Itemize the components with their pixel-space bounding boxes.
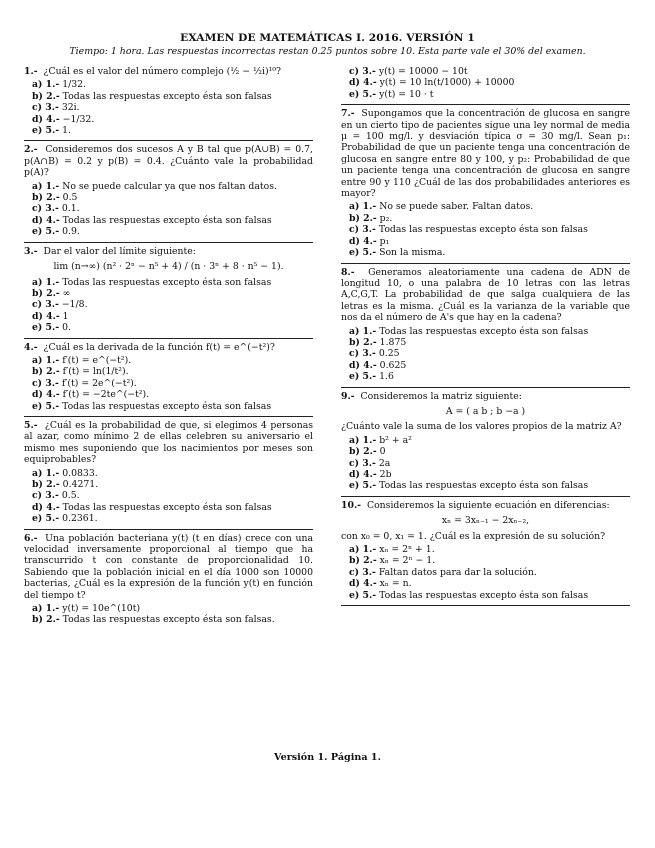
option-label: a) 1.- [32, 354, 60, 366]
option-text: 2a [378, 457, 391, 469]
answer-option [24, 614, 313, 625]
question-6 [341, 64, 630, 105]
answer-option [341, 77, 630, 88]
option-text: Todas las respuestas excepto ésta son falsas [379, 325, 589, 337]
question-statement [341, 391, 630, 402]
answer-option [341, 201, 630, 212]
option-text: 0.0833. [62, 467, 98, 479]
option-label: c) 3.- [349, 566, 376, 578]
option-text: b² + a² [379, 434, 412, 446]
option-label: e) 5.- [32, 322, 60, 334]
option-text: 32i. [61, 102, 80, 114]
question-number: 7.- [341, 108, 355, 120]
question-3 [24, 243, 313, 339]
option-label: e) 5.- [32, 226, 60, 238]
option-label: a) 1.- [32, 79, 60, 91]
option-text: Todas las respuestas excepto ésta son falsas [378, 224, 588, 236]
option-label: d) 4.- [349, 77, 377, 89]
option-label: b) 2.- [349, 336, 377, 348]
question-formula: lim (n→∞) (n² · 2ⁿ − n⁵ + 4) / (n · 3ⁿ + 8 · n⁵ − 1). [53, 261, 284, 273]
answer-option [341, 360, 630, 371]
answer-option [24, 366, 313, 377]
option-text: 1.875 [379, 336, 407, 348]
option-text: y(t) = 10 ln(t/1000) + 10000 [379, 77, 515, 89]
question-formula: xₙ = 3xₙ₋₁ − 2xₙ₋₂, [441, 515, 530, 527]
option-text: 1. [62, 125, 71, 137]
option-label: b) 2.- [32, 287, 60, 299]
option-label: e) 5.- [349, 88, 377, 100]
option-label: a) 1.- [32, 276, 60, 288]
question-statement-continued: ¿Cuánto vale la suma de los valores propios de la matriz A? [341, 421, 622, 433]
option-label: d) 4.- [349, 578, 377, 590]
option-label: c) 3.- [32, 203, 59, 215]
question-statement [24, 246, 313, 257]
answer-option [24, 181, 313, 192]
answer-option [24, 401, 313, 412]
option-label: c) 3.- [32, 377, 59, 389]
question-statement [341, 108, 630, 199]
answer-option [341, 435, 630, 446]
option-text: Todas las respuestas excepto ésta son falsas [62, 501, 272, 513]
question-statement-continued: con x₀ = 0, x₁ = 1. ¿Cuál es la expresión de su solución? [341, 530, 606, 542]
option-label: b) 2.- [32, 614, 60, 626]
option-text: Faltan datos para dar la solución. [378, 566, 537, 578]
option-text: f′(t) = ln(1/t²). [62, 366, 129, 378]
question-7 [341, 105, 630, 263]
question-number: 4.- [24, 341, 38, 353]
question-number: 2.- [24, 144, 38, 156]
question-number: 6.- [24, 532, 38, 544]
question-text: Consideremos la siguiente ecuación en diferencias: [366, 499, 610, 511]
answer-option [24, 288, 313, 299]
question-statement [341, 500, 630, 511]
option-label: a) 1.- [349, 325, 377, 337]
question-number: 8.- [341, 266, 355, 278]
answer-option [341, 578, 630, 589]
page-footer: Versión 1. Página 1. [274, 752, 381, 763]
question-9 [341, 388, 630, 497]
question-statement [24, 144, 313, 178]
answer-option [341, 371, 630, 382]
option-text: f′(t) = 2e^(−t²). [61, 377, 137, 389]
option-label: d) 4.- [349, 235, 377, 247]
question-number: 1.- [24, 66, 38, 77]
option-text: 0.1. [61, 203, 80, 215]
option-text: 0.25 [378, 348, 400, 360]
option-text: 0.625 [379, 359, 407, 371]
question-statement [24, 66, 313, 77]
option-label: a) 1.- [349, 544, 377, 556]
question-text: Supongamos que la concentración de glucosa en sangre en un cierto tipo de pacientes sigue una ley normal de media μ = 100 mg/l. y desviación típica σ = 30 mg/l. Sean p₁: Probabilidad de que un paciente tenga una concentración de glucosa en sangre entre 80 y 100, y p₂: Probabilidad de que un paciente tenga una concentración de glucosa en sangre entre 90 y 110 ¿Cuál de las dos probabilidades anteriores es mayor? [341, 108, 630, 200]
option-label: a) 1.- [32, 603, 60, 615]
option-text: 1 [62, 310, 69, 322]
answer-option [24, 79, 313, 90]
option-label: b) 2.- [349, 446, 377, 458]
option-label: a) 1.- [32, 467, 60, 479]
answer-option [24, 355, 313, 366]
question-statement [24, 342, 313, 353]
answer-option [341, 247, 630, 258]
option-label: b) 2.- [32, 90, 60, 102]
question-text: Consideremos dos sucesos A y B tal que p(A∪B) = 0.7, p(A∩B) = 0.2 y p(B) = 0.4. ¿Cuánto vale la probabilidad p(A)? [24, 144, 313, 179]
answer-option [24, 378, 313, 389]
answer-option [24, 502, 313, 513]
answer-option [341, 469, 630, 480]
option-label: c) 3.- [32, 490, 59, 502]
question-text: ¿Cuál es el valor del número complejo (½ − ½i)¹⁰? [43, 66, 282, 77]
option-label: d) 4.- [349, 469, 377, 480]
option-label: e) 5.- [349, 247, 377, 259]
answer-option [24, 603, 313, 614]
question-8 [341, 264, 630, 388]
answer-option [341, 326, 630, 337]
option-text: f′(t) = e^(−t²). [62, 354, 132, 366]
option-label: c) 3.- [32, 299, 59, 311]
right-column [341, 64, 630, 606]
option-text: 0.5 [62, 192, 78, 204]
answer-option [341, 544, 630, 555]
answer-option [341, 348, 630, 359]
option-text: p₁ [379, 235, 390, 247]
answer-option [341, 446, 630, 457]
option-text: f′(t) = −2te^(−t²). [62, 389, 150, 401]
answer-option [24, 389, 313, 400]
question-text: Consideremos la matriz siguiente: [360, 390, 522, 402]
answer-option [24, 215, 313, 226]
answer-option [24, 226, 313, 237]
option-label: d) 4.- [32, 310, 60, 322]
option-label: e) 5.- [32, 400, 60, 412]
answer-option [24, 114, 313, 125]
option-text: 0.5. [61, 490, 80, 502]
question-text: Una población bacteriana y(t) (t en días) crece con una velocidad inversamente proporcional al tiempo que ha transcurrido t con constante de proporcionalidad 10. Sabiendo que la población inicial en el día 1000 son 10000 bacterias, ¿Cuál es la expresión de la función y(t) en función del tiempo t? [24, 532, 313, 601]
answer-option [341, 480, 630, 491]
question-text: Dar el valor del límite siguiente: [43, 245, 196, 257]
question-5 [24, 417, 313, 530]
question-number: 9.- [341, 390, 355, 402]
answer-option [24, 192, 313, 203]
option-text: Todas las respuestas excepto ésta son falsas [62, 276, 272, 288]
option-label: e) 5.- [32, 125, 60, 137]
answer-option [24, 277, 313, 288]
option-label: c) 3.- [32, 102, 59, 114]
option-text: −1/8. [61, 299, 88, 311]
option-text: y(t) = 10 · t [379, 88, 434, 100]
option-text: Todas las respuestas excepto ésta son falsas. [62, 614, 275, 626]
option-label: b) 2.- [32, 479, 60, 490]
answer-option [24, 299, 313, 310]
answer-option [341, 458, 630, 469]
answer-option [341, 224, 630, 235]
answer-option [341, 337, 630, 348]
answer-option [24, 322, 313, 333]
option-text: 0.9. [62, 226, 80, 238]
option-text: 0. [62, 322, 71, 334]
answer-option [24, 125, 313, 136]
question-6 [24, 530, 313, 630]
option-label: a) 1.- [349, 201, 377, 213]
option-text: y(t) = 10e^(10t) [62, 603, 141, 615]
option-label: b) 2.- [32, 366, 60, 378]
option-text: xₙ = n. [379, 578, 412, 590]
answer-option [341, 89, 630, 100]
option-text: Todas las respuestas excepto ésta son falsas [379, 480, 589, 492]
question-10 [341, 497, 630, 606]
option-label: d) 4.- [32, 501, 60, 513]
option-text: 1/32. [62, 79, 87, 91]
answer-option [341, 555, 630, 566]
option-text: p₂. [379, 212, 393, 224]
question-statement [24, 420, 313, 466]
question-number: 10.- [341, 499, 362, 511]
option-label: d) 4.- [32, 113, 60, 125]
option-label: e) 5.- [349, 589, 377, 601]
answer-option [24, 91, 313, 102]
question-number: 5.- [24, 419, 38, 431]
option-text: No se puede saber. Faltan datos. [379, 201, 534, 213]
option-text: Todas las respuestas excepto ésta son falsas [62, 214, 272, 226]
option-text: Todas las respuestas excepto ésta son falsas [379, 589, 589, 601]
option-text: 0 [379, 446, 386, 458]
option-label: d) 4.- [32, 389, 60, 401]
option-label: c) 3.- [349, 457, 376, 469]
question-text: ¿Cuál es la probabilidad de que, si elegimos 4 personas al azar, como mínimo 2 de ellas celebren su aniversario el mismo mes suponiendo que los nacimientos por meses son equiprobables? [24, 419, 314, 466]
question-text: ¿Cuál es la derivada de la función f(t) = e^(−t²)? [43, 341, 275, 353]
option-label: b) 2.- [349, 212, 377, 224]
answer-option [24, 468, 313, 479]
option-label: e) 5.- [349, 371, 377, 383]
option-text: Todas las respuestas excepto ésta son falsas [62, 90, 272, 102]
option-label: c) 3.- [349, 66, 376, 77]
left-column [24, 64, 313, 630]
option-label: d) 4.- [32, 214, 60, 226]
question-2 [24, 141, 313, 242]
answer-option [341, 567, 630, 578]
answer-option [24, 490, 313, 501]
answer-option [24, 102, 313, 113]
option-text: Son la misma. [379, 247, 446, 259]
option-label: b) 2.- [349, 555, 377, 567]
option-text: ∞ [62, 287, 71, 299]
option-text: Todas las respuestas excepto ésta son falsas [62, 400, 272, 412]
answer-option [341, 66, 630, 77]
option-label: b) 2.- [32, 192, 60, 204]
answer-option [341, 213, 630, 224]
option-label: e) 5.- [349, 480, 377, 492]
answer-option [24, 203, 313, 214]
option-text: No se puede calcular ya que nos faltan datos. [62, 180, 277, 192]
exam-instructions: Tiempo: 1 hora. Las respuestas incorrectas restan 0.25 puntos sobre 10. Esta parte vale el 30% del examen. [69, 46, 586, 57]
exam-title: EXAMEN DE MATEMÁTICAS I. 2016. VERSIÓN 1 [180, 32, 475, 44]
option-text: y(t) = 10000 − 10t [378, 66, 468, 77]
question-text: Generamos aleatoriamente una cadena de ADN de longitud 10, o una palabra de 10 letras con las letras A,C,G,T. La probabilidad de que salga cualquiera de las letras es la misma. ¿Cuál es la varianza de la variable que nos da el número de A's que hay en la cadena? [341, 266, 630, 324]
option-text: 0.2361. [62, 513, 98, 525]
option-label: c) 3.- [349, 224, 376, 236]
option-text: −1/32. [62, 113, 95, 125]
question-statement [24, 533, 313, 601]
option-label: d) 4.- [349, 359, 377, 371]
answer-option [341, 236, 630, 247]
option-label: a) 1.- [349, 434, 377, 446]
question-statement [341, 267, 630, 324]
question-formula: A = ( a b ; b −a ) [445, 405, 526, 417]
option-label: e) 5.- [32, 513, 60, 525]
option-label: a) 1.- [32, 180, 60, 192]
answer-option [24, 311, 313, 322]
option-text: 0.4271. [62, 479, 99, 490]
option-text: 2b [379, 469, 392, 480]
option-label: c) 3.- [349, 348, 376, 360]
answer-option [24, 513, 313, 524]
option-text: 1.6 [379, 371, 394, 383]
answer-option [24, 479, 313, 490]
option-text: xₙ = 2ⁿ + 1. [379, 544, 435, 556]
option-text: xₙ = 2ⁿ − 1. [379, 555, 436, 567]
question-number: 3.- [24, 245, 38, 257]
question-4 [24, 339, 313, 417]
answer-option [341, 590, 630, 601]
question-1 [24, 64, 313, 141]
